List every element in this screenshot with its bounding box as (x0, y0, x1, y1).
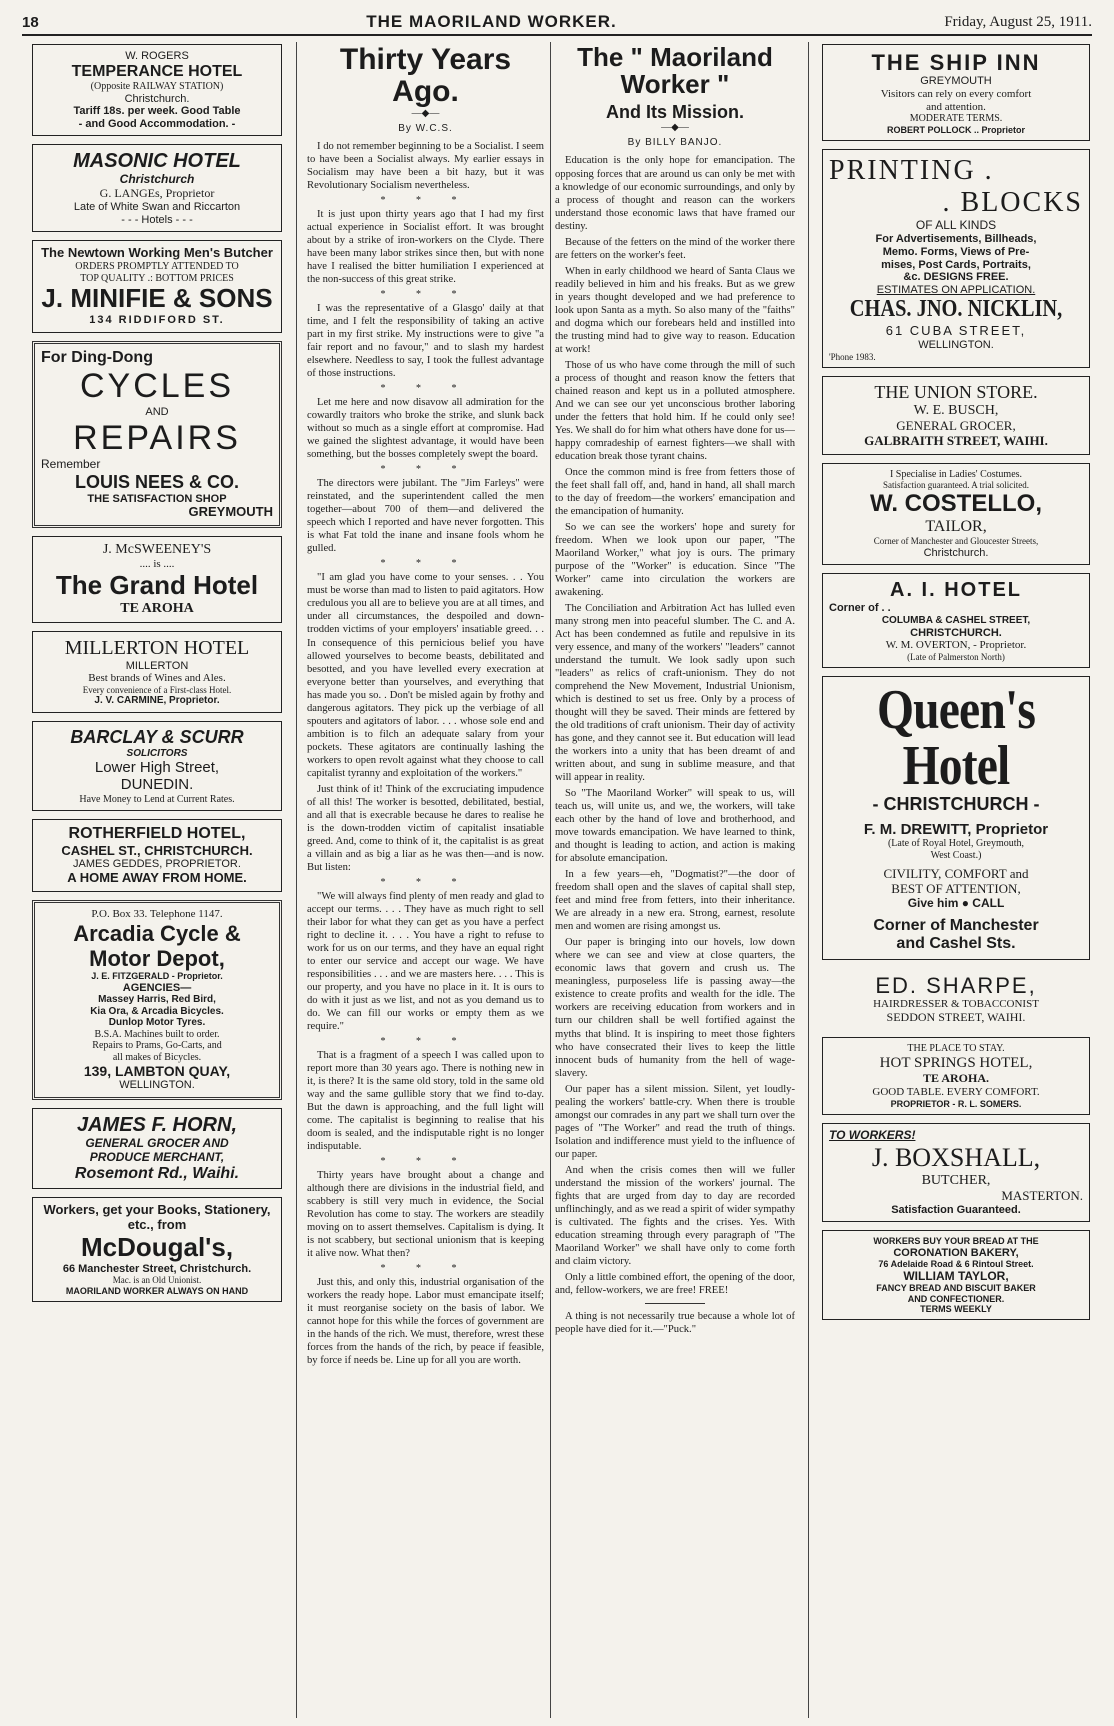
ad-address: CASHEL ST., CHRISTCHURCH. (61, 842, 253, 858)
section-break: * * * (380, 1035, 471, 1047)
ad-name: ED. SHARPE, (875, 972, 1037, 998)
paragraph: Just this, and only this, industrial organisation of the workers the ready hope. Labor must emancipate itself; it must reorganise society on the basis of labor. We cannot hope for this while the forces of government are in the hands of the rich. We must, therefore, wrest these forces from the hands of the rich, by peace if feasible, by force if needs be. Line up for all you are worth. (307, 1277, 544, 1367)
ad-owner: ROBERT POLLOCK .. Proprietor (886, 124, 1025, 135)
ad-corner: Corner of Manchester (873, 916, 1039, 934)
ad-line: Late of White Swan and Riccarton (73, 201, 241, 214)
ad-address: 66 Manchester Street, Christchurch. (62, 1262, 252, 1275)
ad-city: DUNEDIN. (120, 776, 194, 794)
ad-james-horn (32, 1108, 282, 1189)
ad-address: 76 Adelaide Road & 6 Rintoul Street. (878, 1259, 1034, 1270)
ad-name: The Grand Hotel (55, 569, 259, 600)
ad-hot-springs-hotel (822, 1037, 1090, 1115)
ad-name: MILLERTON HOTEL (64, 636, 250, 659)
ad-owner: W. M. OVERTON, - Proprietor. (885, 639, 1027, 652)
ad-town: GREYMOUTH (188, 504, 273, 520)
ad-role: HAIRDRESSER & TOBACCONIST (873, 997, 1039, 1010)
ad-boxshall-butcher (822, 1123, 1090, 1222)
ad-line: FANCY BREAD AND BISCUIT BAKER (876, 1283, 1036, 1294)
ad-address: 139, LAMBTON QUAY, (83, 1063, 231, 1080)
masthead (22, 10, 1092, 36)
ad-name: J. BOXSHALL, (871, 1142, 1041, 1172)
section-break: * * * (380, 558, 471, 570)
ad-name: McDougal's, (80, 1231, 234, 1262)
ad-line: For Advertisements, Billheads, (875, 233, 1037, 246)
ornament: —◆— (411, 108, 440, 119)
ad-address: 134 RIDDIFORD ST. (89, 314, 225, 327)
ad-masonic-hotel (32, 144, 282, 232)
ad-proprietor: G. LANGEs, Proprietor (99, 186, 215, 201)
ad-mcdougals (32, 1197, 282, 1302)
ad-owner: W. E. BUSCH, (913, 402, 999, 418)
paragraph: Those of us who have come through the mill of such a process of thought and reason know the fetters that chained reason and kept us in a polluted atmosphere. And we can see our yet unconscious brother laboring under the fetters that hold him. If he could only see! Yes. We shall do for him what others have done for us—happy comradeship of earnest fighters—we shall with education break those tyrant chains. (555, 359, 795, 462)
article-subtitle: And Its Mission. (605, 101, 744, 122)
ad-name: A. I. HOTEL (890, 579, 1022, 602)
section-break: * * * (380, 876, 471, 888)
paragraph: The directors were jubilant. The "Jim Farleys" were reinstated, and the superintendent called the men together—about 700 of them—and delivered the speech which I reported and have never forgotten. This is what Fat told the inane and insane fools whom he gulled. (307, 478, 544, 555)
ad-line: and attention. (926, 100, 986, 113)
ad-town: TE AROHA (120, 600, 194, 616)
ad-role: GENERAL GROCER, (896, 417, 1016, 433)
ad-late: West Coast.) (930, 849, 982, 861)
paragraph: Thirty years have brought about a change and although there are divisions in the industrial field, and scabbery is still very much in evidence, the Social Revolution has come to stay. The workers are steadily moving on to assert themselves. Capitalism is dying. It is not scabbery, but sectional unionism that is keeping it alive now. What then? (307, 1170, 544, 1260)
ad-streets: COLUMBA & CASHEL STREET, (881, 615, 1031, 627)
ad-shop: THE SATISFACTION SHOP (87, 492, 227, 505)
section-break: * * * (380, 195, 471, 207)
ad-name: BARCLAY & SCURR (70, 726, 244, 747)
ad-line: For Ding-Dong (41, 348, 153, 366)
ad-street: SEDDON STREET, WAIHI. (886, 1009, 1026, 1024)
ad-line: TOP QUALITY .: BOTTOM PRICES (80, 272, 234, 284)
ad-owner: W. ROGERS (125, 50, 189, 62)
ad-word: CYCLES (79, 367, 235, 406)
ad-agencies: AGENCIES— (122, 981, 192, 994)
ad-costello-tailor (822, 463, 1090, 566)
article-maoriland-worker-mission (555, 44, 795, 1718)
ad-town: GREYMOUTH (920, 75, 992, 88)
ad-ship-inn (822, 44, 1090, 141)
ad-tagline: A HOME AWAY FROM HOME. (67, 870, 247, 886)
ad-name: W. COSTELLO, (870, 490, 1042, 518)
ad-contact: P.O. Box 33. Telephone 1147. (91, 908, 223, 921)
ad-town: TE AROHA. (922, 1071, 989, 1086)
paragraph: The Conciliation and Arbitration Act has lulled even many strong men into peaceful slumber. The C. and A. Act has been condemned as futile and repulsive in its very essence, and many of the workers' "leaders" cannot understand the tumult. We look sadly upon such "leaders" as relics of craft-unionism. They do not comprehend the New Movement, Industrial Unionism, which is destined to set us free. Only by a process of thought will they be saved. Their minds are fettered by the old traditions of craft unionism. Their day of activity has gone, and they cannot see it. But education will lead the workers into a unity that has been dreamt of and written about, and sung in sublime measure, and that will appear in reality. (555, 603, 795, 784)
paragraph: "We will always find plenty of men ready and glad to accept our terms. . . . They have as much right to sell their labor for what they can get as you have a perfect right to decline it. . . . You have a right to refuse to work for us on our terms, and they have an equal right to enter our service and accept our wage. We have responsibilities . . . and we are masters here. . . . This is our property, and you have no place in it. It is ours to do with it just as we list, and not as you demand us to do. We can fill our works or empty them as we require." (307, 890, 544, 1032)
ad-line: Repairs to Prams, Go-Carts, and (92, 1040, 222, 1052)
ad-line: Best brands of Wines and Ales. (88, 672, 226, 685)
ad-grand-hotel (32, 536, 282, 623)
ad-name: JAMES F. HORN, (76, 1113, 238, 1136)
ad-line: - - - Hotels - - - (121, 213, 193, 226)
ad-barclay-scurr (32, 721, 282, 811)
ad-role: SOLICITORS (126, 747, 188, 759)
ad-phone: 'Phone 1983. (829, 351, 876, 362)
ad-newtown-butcher (32, 240, 282, 332)
ad-remember: Remember (41, 457, 101, 472)
article-byline: By BILLY BANJO. (627, 137, 723, 149)
section-break: * * * (380, 383, 471, 395)
column-4-ads (822, 44, 1090, 1718)
section-break: * * * (380, 289, 471, 301)
paragraph: It is just upon thirty years ago that I had my first actual experience in Socialist effort. It was brought about by a strike of iron-workers on the Clyde. There have been many labor strikes since then, but with none have I realised the bitter humiliation I experienced at the non-success of this great strike. (307, 209, 544, 286)
ad-line: &c. DESIGNS FREE. (903, 271, 1009, 284)
paragraph: I do not remember beginning to be a Socialist. I seem to have been a Socialist always. My earlier essays in Socialism may have been a bit hazy, but it was Revolutionary Socialism nevertheless. (307, 141, 544, 192)
ad-city: WELLINGTON. (918, 338, 994, 351)
ad-proprietor: J. V. CARMINE, Proprietor. (94, 695, 220, 707)
ad-rotherfield-hotel (32, 819, 282, 892)
ad-proprietor: J. E. FITZGERALD - Proprietor. (91, 971, 223, 982)
ad-coronation-bakery (822, 1230, 1090, 1320)
ad-address: Rosemont Rd., Waihi. (74, 1164, 240, 1182)
article-title: Thirty Years Ago. (339, 44, 512, 108)
ad-city: WELLINGTON. (119, 1079, 195, 1092)
ad-line: GOOD TABLE. EVERY COMFORT. (872, 1085, 1040, 1098)
paragraph: "I am glad you have come to your senses. . . You must be worse than mad to listen to paid agitators. How credulous you all are to believe you are at all times, and under all circumstances, the despoiled and down-trodden victims of your employers' insatiable greed. . . In consequence of this pernicious belief you have allowed yourselves to become beasts, debilitated and besotted, and you have levelled every execration at everyone better than yourselves, and everything that has made you so. . Don't be misled again by frothy and dangerous agitators. They pick up the verbiage of all spouters and agitators of labor. . . . whose sole end and ambition is to filch an adequate salary from your pockets. These agitators are continually lashing the workers to open revolt against what they choose to call capitalist tyranny and exploitation of the workers." (307, 572, 544, 779)
ad-union-store (822, 376, 1090, 455)
ad-city: - CHRISTCHURCH - (872, 794, 1040, 815)
article-thirty-years-ago (307, 44, 544, 1718)
ad-line: THE PLACE TO STAY. (907, 1043, 1005, 1055)
issue-date: Friday, August 25, 1911. (944, 13, 1092, 30)
ad-line: - and Good Accommodation. - (78, 117, 236, 130)
ad-proprietor: JAMES GEDDES, PROPRIETOR. (73, 858, 241, 871)
ad-name: HOT SPRINGS HOTEL, (879, 1054, 1033, 1071)
ad-corner: and Cashel Sts. (896, 935, 1016, 953)
ad-line: Give him ● CALL (907, 896, 1005, 910)
paragraph: And when the crisis comes then will we fuller understand the mission of the workers' journal. The fights that are urged from day to day are recorded unflinchingly, and as we read a spirit of wider sympathy is cultivated. The fights and the crises. Yes. With education streaming through every paragraph of "The Maoriland Worker" we shall have only to come forth and claim victory. (555, 1164, 795, 1267)
ad-is: .... is .... (139, 558, 175, 571)
ad-line: WORKERS BUY YOUR BREAD AT THE (873, 1236, 1039, 1247)
ad-terms: MODERATE TERMS. (909, 113, 1003, 125)
ad-line: BEST OF ATTENTION, (891, 881, 1021, 897)
ad-firm: LOUIS NEES & CO. (74, 471, 240, 492)
newspaper-title: THE MAORILAND WORKER. (366, 12, 617, 31)
ad-line: Memo. Forms, Views of Pre- (882, 245, 1030, 258)
column-rule (808, 42, 809, 1718)
paragraph: When in early childhood we heard of Santa Claus we readily believed in him and his freaks. But as we grew in years thought developed and we had preference to look upon Santa as a myth. So also many of the "faiths" and dogma which our forebears held and instilled into the trusting mind had to give way to reason. Education at work! (555, 265, 795, 355)
ad-name: THE UNION STORE. (874, 381, 1038, 402)
ad-name: THE SHIP INN (871, 50, 1041, 75)
ad-word: REPAIRS (73, 418, 241, 457)
ad-ed-sharpe (822, 968, 1090, 1030)
ad-owner: J. McSWEENEY'S (102, 542, 212, 558)
ad-printing-blocks (822, 149, 1090, 368)
article-title: Worker " (620, 69, 730, 100)
ad-role: BUTCHER, (921, 1172, 991, 1188)
ad-line: Visitors can rely on every comfort (880, 87, 1032, 100)
ad-note: Mac. is an Old Unionist. (112, 1275, 202, 1286)
article-body (307, 140, 544, 1367)
ad-role: PRODUCE MERCHANT, (89, 1149, 225, 1164)
ad-corner: Corner of . . (829, 602, 891, 615)
ad-name: TEMPERANCE HOTEL (71, 62, 243, 80)
paragraph: Our paper has a silent mission. Silent, yet loudly-pealing the workers' battle-cry. When there is trouble amongst our comrades in any part we shall turn over the pages of "The Worker" and read the truth of things. Isolation and indifference must yield to the influence of our paper. (555, 1083, 795, 1160)
paragraph: Let me here and now disavow all admiration for the cowardly traitors who broke the strike, and slunk back without so much as a single effort at compromise. Had we gained the slightest advantage, it would have been something, but the bosses completely swept the board. (307, 397, 544, 461)
paragraph: I was the representative of a Glasgo' daily at that time, and I felt the responsibility of taking an active part in my first strike. My instructions were to give "a fair report and no favour," and to slash my hardest elsewhere. Needless to say, I took the fullest advantage of those instructions. (307, 303, 544, 380)
paragraph: Education is the only hope for emancipation. The opposing forces that are around us can only be met with a knowledge of our economic surroundings, and only by a process of thought and reason can the workers understand those economic laws that have framed our destiny. (555, 155, 795, 232)
ad-town: MILLERTON (125, 659, 189, 672)
ad-name: MASONIC HOTEL (73, 150, 241, 173)
ad-heading: TO WORKERS! (829, 1127, 916, 1142)
ad-name: ROTHERFIELD HOTEL, (68, 825, 246, 843)
ad-name: The Newtown Working Men's Butcher (41, 245, 273, 261)
paragraph: So we can see the workers' hope and surety for freedom. When we look upon our paper, "The Maoriland Worker," what joy is ours. The primary purpose of the "Worker" is education. Since "The Worker" came into circulation the workers are awakening. (555, 521, 795, 598)
ad-name: Queen's Hotel (876, 679, 1036, 798)
ad-word: PRINTING . (829, 155, 994, 187)
divider (645, 1303, 705, 1304)
ad-city: Christchurch. (923, 546, 989, 559)
ad-location: (Opposite RAILWAY STATION) (90, 81, 224, 93)
ad-street: Lower High Street, (94, 759, 220, 777)
paragraph: That is a fragment of a speech I was called upon to report more than 30 years ago. There is nothing new in it, is there? It is the same old story, told in the same old way and the same gullible story that we find to-day. But the dawn is approaching, and the full light will come. The capitalist is beginning to realise that his doom is sealed, and the indisputable right is no longer indisputable. (307, 1049, 544, 1153)
ad-word: . BLOCKS (942, 187, 1083, 219)
column-rule (296, 42, 297, 1718)
ad-arcadia-cycle (32, 900, 282, 1100)
section-break: * * * (380, 1156, 471, 1168)
ad-late: (Late of Royal Hotel, Greymouth, (887, 838, 1025, 850)
section-break: * * * (380, 464, 471, 476)
ad-owner: F. M. DREWITT, Proprietor (863, 820, 1049, 838)
ad-address: Corner of Manchester and Gloucester Streets, (873, 536, 1039, 547)
ad-city: CHRISTCHURCH. (910, 626, 1002, 639)
column-1-ads (32, 44, 282, 1718)
ad-line: I Specialise in Ladies' Costumes. (889, 468, 1023, 480)
ad-and: AND (145, 406, 169, 419)
ad-line: Dunlop Motor Tyres. (108, 1017, 206, 1029)
ad-tagline: MAORILAND WORKER ALWAYS ON HAND (65, 1285, 249, 1296)
ad-millerton-hotel (32, 631, 282, 713)
ad-firm: CHAS. JNO. NICKLIN, (849, 296, 1063, 323)
ad-city: Christchurch. (124, 92, 190, 105)
paragraph: Once the common mind is free from fetters those of the feet shall fall off, and, hand in hand, all shall march to the day of freedom—the workers' emancipation and the emancipation of humanity. (555, 466, 795, 517)
ad-line: Every convenience of a First-class Hotel. (82, 685, 232, 696)
ad-street: GALBRAITH STREET, WAIHI. (864, 432, 1048, 448)
quote: A thing is not necessarily true because a whole lot of people have died for it.—"Puck." (555, 1310, 795, 1335)
article-title: The " Maoriland (577, 44, 773, 72)
ad-owner: WILLIAM TAYLOR, (903, 1268, 1009, 1283)
paragraph: So "The Maoriland Worker" will speak to us, will teach us, will unite us, and we, the workers, will take each other by the hand of love and brotherhood, and move towards emancipation. We have learned to think, and thought is leading to action, and action is making for absolute emancipation. (555, 788, 795, 865)
ad-role: GENERAL GROCER AND (85, 1135, 229, 1150)
article-body (555, 154, 795, 1335)
page-number: 18 (22, 13, 39, 31)
ad-line: CIVILITY, COMFORT and (883, 866, 1029, 882)
ad-kinds: OF ALL KINDS (915, 218, 997, 233)
ad-late: (Late of Palmerston North) (907, 651, 1005, 662)
ad-line: Workers, get your Books, Stationery, (43, 1201, 271, 1217)
ad-estimates: ESTIMATES ON APPLICATION. (876, 283, 1036, 296)
ad-name: Motor Depot, (89, 945, 225, 971)
column-rule (550, 42, 551, 1718)
ad-owner: PROPRIETOR - R. L. SOMERS. (890, 1098, 1022, 1109)
paragraph: Just think of it! Think of the excruciating impudence of all this! The worker is besotted, debilitated, bestial, and all that is execrable because he dares to realise he is the down-trodden victim of capitalist insatiable greed. And, come to think of it, the capitalist is as great a villain and as big a liar as he was then—and is now. But listen: (307, 783, 544, 873)
paragraph: Because of the fetters on the mind of the worker there are fetters on the worker's feet. (555, 236, 795, 261)
ad-louis-nees-cycles (32, 341, 282, 528)
article-byline: By W.C.S. (398, 123, 453, 134)
ad-role: TAILOR, (925, 518, 987, 536)
ad-line: Massey Harris, Red Bird, (98, 994, 216, 1006)
ad-line: Kia Ora, & Arcadia Bicycles. (90, 1005, 224, 1017)
ad-temperance-hotel (32, 44, 282, 136)
ad-firm: J. MINIFIE & SONS (41, 283, 273, 314)
ad-line: Satisfaction guaranteed. A trial solicited. (883, 480, 1029, 491)
ad-line: B.S.A. Machines built to order. (94, 1028, 220, 1040)
paragraph: Only a little combined effort, the opening of the door, and, fellow-workers, we are free! FREE! (555, 1271, 795, 1296)
section-break: * * * (380, 1263, 471, 1275)
ad-line: ORDERS PROMPTLY ATTENDED TO (75, 261, 239, 273)
ad-name: Arcadia Cycle & (73, 920, 241, 946)
ad-address: 61 CUBA STREET, (885, 323, 1027, 339)
ad-line: Tariff 18s. per week. Good Table (73, 105, 241, 118)
paragraph: Our paper is bringing into our hovels, low down where we can see and view at close quarters, the economic laws that govern and crush us. The meaningless, purposeless life is passing away—the existence to create profits and wealth for the idle. The workers are receiving education from workers and in turn our children shall be well fortified against the myths that blind. It is inspiring to meet those fighters who have consecrated their lives to keep the little innocent buds of humanity from the hell of wage-slavery. (555, 937, 795, 1079)
ornament: —◆— (661, 122, 689, 134)
ad-line: etc., from (127, 1216, 187, 1232)
ad-line: mises, Post Cards, Portraits, (881, 258, 1031, 271)
ad-line: AND CONFECTIONER. (907, 1293, 1005, 1304)
ad-ai-hotel (822, 573, 1090, 668)
ad-terms: TERMS WEEKLY (920, 1304, 992, 1315)
ad-city: Christchurch (119, 172, 195, 187)
ad-town: MASTERTON. (1001, 1187, 1083, 1203)
ad-line: all makes of Bicycles. (112, 1051, 202, 1063)
ad-queens-hotel (822, 676, 1090, 959)
ad-note: Have Money to Lend at Current Rates. (79, 793, 235, 805)
ad-name: CORONATION BAKERY, (893, 1246, 1019, 1259)
paragraph: In a few years—eh, "Dogmatist?"—the door of freedom shall open and the slaves of capital shall step, feet and mind free from fetters, into their inheritance. We are already in a new era. Strong, earnest, resolute men and women are rising amongst us. (555, 869, 795, 933)
ad-line: Satisfaction Guaranteed. (891, 1203, 1021, 1216)
